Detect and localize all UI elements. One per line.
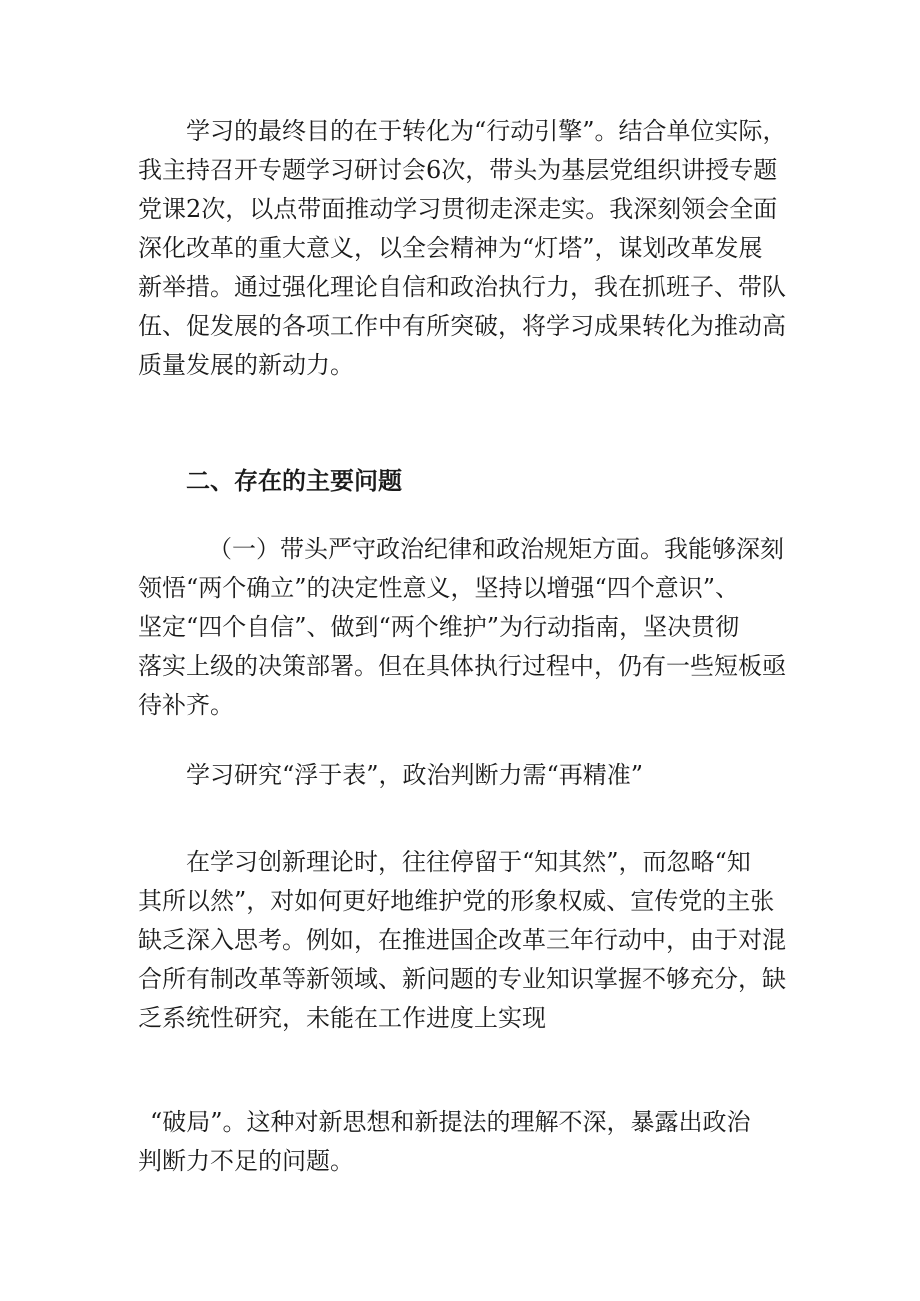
- text-line: 坚定“四个自信”、做到“两个维护”为行动指南，坚决贯彻: [138, 613, 740, 641]
- text-line: 领悟“两个确立”的决定性意义，坚持以增强“四个意识”、: [138, 574, 740, 602]
- text-line: 新举措。通过强化理论自信和政治执行力，我在抓班子、带队: [138, 273, 786, 301]
- text-line: 质量发展的新动力。: [138, 351, 354, 379]
- text-line: 落实上级的决策部署。但在具体执行过程中，仍有一些短板亟: [138, 652, 786, 680]
- text-line: 合所有制改革等新领域、新问题的专业知识掌握不够充分，缺: [138, 965, 786, 993]
- text-line: 在学习创新理论时，往往停留于“知其然”，而忽略“知: [186, 848, 751, 876]
- section-heading: 二、存在的主要问题: [186, 467, 402, 495]
- subheading: 学习研究“浮于表”，政治判断力需“再精准”: [186, 761, 644, 789]
- text-line: “破局”。这种对新思想和新提法的理解不深，暴露出政治: [150, 1108, 751, 1136]
- text-line: 深化改革的重大意义，以全会精神为“灯塔”，谋划改革发展: [138, 234, 763, 262]
- text-line: 学习的最终目的在于转化为“行动引擎”。结合单位实际，: [186, 117, 787, 145]
- text-line: 缺乏深入思考。例如，在推进国企改革三年行动中，由于对混: [138, 926, 786, 954]
- text-line: 我主持召开专题学习研讨会6次，带头为基层党组织讲授专题: [138, 156, 778, 184]
- text-line: 乏系统性研究，未能在工作进度上实现: [138, 1004, 546, 1032]
- text-line: 党课2次，以点带面推动学习贯彻走深走实。我深刻领会全面: [138, 195, 778, 223]
- text-line: 伍、促发展的各项工作中有所突破，将学习成果转化为推动高: [138, 312, 786, 340]
- text-line: （一）带头严守政治纪律和政治规矩方面。我能够深刻: [208, 535, 784, 563]
- text-line: 其所以然”，对如何更好地维护党的形象权威、宣传党的主张: [138, 887, 775, 915]
- text-line: 判断力不足的问题。: [138, 1147, 354, 1175]
- text-line: 待补齐。: [138, 691, 234, 719]
